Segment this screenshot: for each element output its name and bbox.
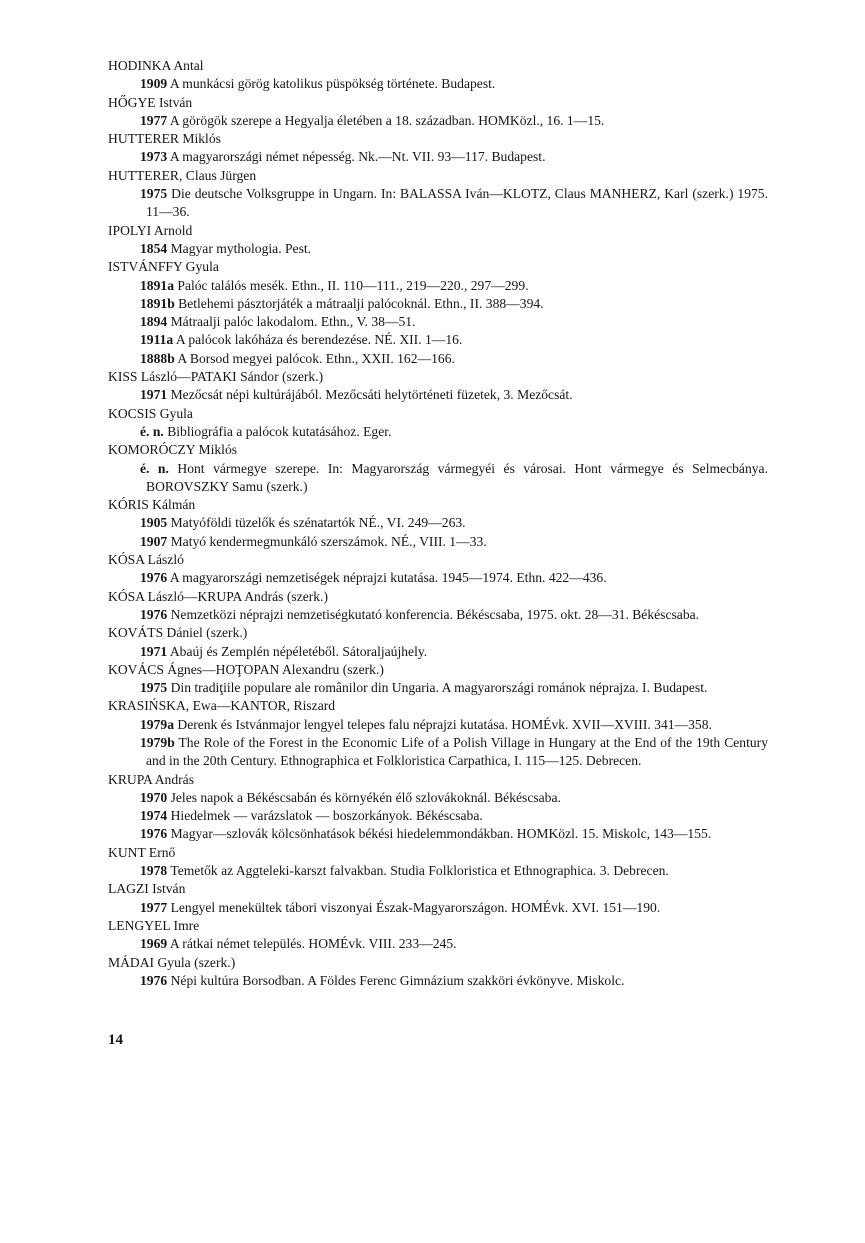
author-block: [108, 441, 768, 496]
entry-year: 1977: [140, 112, 168, 128]
bibliography-entry: [108, 514, 768, 532]
author-name: KOVÁCS Ágnes—HOŢOPAN Alexandru (szerk.): [108, 661, 384, 677]
entry-text: The Role of the Forest in the Economic Life of a Polish Village in Hungary at the End of the 19th Century and in the 20th Century. Ethnographica et Folkloristica Carpathica, I. 115—125. Debrecen.: [146, 734, 768, 769]
entry-year: 1976: [140, 570, 168, 586]
author-name: KOCSIS Gyula: [108, 405, 193, 421]
entry-year: 1976: [140, 972, 168, 988]
bibliography-entry: [108, 825, 768, 843]
author-block: [108, 405, 768, 442]
entry-year: 1970: [140, 789, 168, 805]
entry-year: 1969: [140, 936, 168, 952]
author-name: KÓSA László—KRUPA András (szerk.): [108, 588, 329, 604]
author-name: LENGYEL Imre: [108, 917, 200, 933]
bibliography-entry: [108, 423, 768, 441]
entry-year: é. n.: [140, 460, 169, 476]
bibliography-entry: [108, 972, 768, 990]
author-block: [108, 130, 768, 167]
entry-text: Die deutsche Volksgruppe in Ungarn. In: BALASSA Iván—KLOTZ, Claus MANHERZ, Karl (szerk.) 1975. 11—36.: [146, 186, 768, 220]
entry-text: Bibliográfia a palócok kutatásához. Eger.: [167, 423, 392, 439]
bibliography-entry: [108, 331, 768, 349]
author-name: HUTTERER, Claus Jürgen: [108, 167, 257, 183]
entry-text: A görögök szerepe a Hegyalja életében a 18. században. HOMKözl., 16. 1—15.: [169, 112, 605, 128]
author-block: [108, 661, 768, 698]
bibliography-entry: [108, 185, 768, 222]
entry-text: A palócok lakóháza és berendezése. NÉ. XII. 1—16.: [175, 332, 463, 348]
bibliography-entry: [108, 533, 768, 551]
entry-text: Derenk és Istvánmajor lengyel telepes falu néprajzi kutatása. HOMÉvk. XVII—XVIII. 341—358.: [177, 716, 712, 732]
entry-year: 1854: [140, 240, 168, 256]
author-name: KUNT Ernő: [108, 844, 176, 860]
author-block: [108, 880, 768, 917]
author-block: [108, 167, 768, 222]
entry-year: 1975: [140, 680, 168, 696]
entry-year: 1976: [140, 606, 168, 622]
entry-year: 1888b: [140, 350, 175, 366]
entry-text: Népi kultúra Borsodban. A Földes Ferenc Gimnázium szakköri évkönyve. Miskolc.: [170, 972, 625, 988]
bibliography-entry: [108, 569, 768, 587]
entry-year: 1909: [140, 76, 168, 92]
entry-text: Magyar—szlovák kölcsönhatások békési hiedelemmondákban. HOMKözl. 15. Miskolc, 143—155.: [170, 826, 712, 842]
entry-text: A magyarországi német népesség. Nk.—Nt. VII. 93—117. Budapest.: [169, 149, 546, 165]
entry-year: 1891b: [140, 295, 175, 311]
author-name: KÓSA László: [108, 552, 184, 568]
entry-year: 1894: [140, 314, 168, 330]
bibliography-entry: [108, 606, 768, 624]
entry-text: A rátkai német település. HOMÉvk. VIII. 233—245.: [169, 936, 457, 952]
bibliography-entry: [108, 148, 768, 166]
author-block: [108, 368, 768, 405]
entry-text: Mezőcsát népi kultúrájából. Mezőcsáti helytörténeti füzetek, 3. Mezőcsát.: [170, 387, 573, 403]
author-block: [108, 222, 768, 259]
entry-year: 1975: [140, 186, 168, 202]
entry-year: 1976: [140, 826, 168, 842]
author-name: KRASIŃSKA, Ewa—KANTOR, Riszard: [108, 698, 336, 714]
author-name: MÁDAI Gyula (szerk.): [108, 954, 236, 970]
entry-year: 1978: [140, 863, 168, 879]
author-name: KRUPA András: [108, 771, 194, 787]
bibliography-entry: [108, 899, 768, 917]
entry-text: Matyóföldi tüzelők és szénatartók NÉ., VI. 249—263.: [170, 515, 466, 531]
entry-year: 1907: [140, 533, 168, 549]
bibliography-entry: [108, 862, 768, 880]
author-block: [108, 697, 768, 770]
bibliography-entry: [108, 716, 768, 734]
entry-year: 1911a: [140, 332, 174, 348]
bibliography-entry: [108, 295, 768, 313]
entry-text: A munkácsi görög katolikus püspökség története. Budapest.: [169, 76, 496, 92]
page-number: 14: [108, 1032, 123, 1048]
entry-text: Hont vármegye szerepe. In: Magyarország vármegyéi és városai. Hont vármegye és Selmecbánya. BOROVSZKY Samu (szerk.): [146, 460, 768, 494]
author-block: [108, 496, 768, 551]
entry-text: Palóc találós mesék. Ethn., II. 110—111., 219—220., 297—299.: [177, 277, 529, 293]
author-block: [108, 551, 768, 588]
entry-year: 1891a: [140, 277, 174, 293]
entry-year: 1974: [140, 808, 168, 824]
bibliography-entry: [108, 277, 768, 295]
bibliography-entry: [108, 935, 768, 953]
author-name: ISTVÁNFFY Gyula: [108, 259, 219, 275]
author-block: [108, 624, 768, 661]
bibliography-entry: [108, 240, 768, 258]
author-block: [108, 57, 768, 94]
entry-year: 1905: [140, 515, 168, 531]
bibliography-entry: [108, 112, 768, 130]
entry-text: Matyó kendermegmunkáló szerszámok. NÉ., VIII. 1—33.: [170, 533, 487, 549]
author-block: [108, 94, 768, 131]
entry-text: Betlehemi pásztorjáték a mátraalji palócoknál. Ethn., II. 388—394.: [178, 295, 544, 311]
bibliography-list: [108, 57, 768, 990]
entry-text: Magyar mythologia. Pest.: [170, 240, 312, 256]
author-name: KOVÁTS Dániel (szerk.): [108, 625, 248, 641]
entry-year: é. n.: [140, 423, 164, 439]
bibliography-entry: [108, 460, 768, 497]
entry-year: 1973: [140, 149, 168, 165]
author-name: HODINKA Antal: [108, 58, 204, 73]
author-block: [108, 771, 768, 844]
entry-text: A magyarországi nemzetiségek néprajzi kutatása. 1945—1974. Ethn. 422—436.: [169, 570, 607, 586]
entry-text: Din tradiţiile populare ale românilor din Ungaria. A magyarországi románok néprajza. I. Budapest.: [170, 680, 708, 696]
author-name: HŐGYE István: [108, 94, 193, 110]
entry-text: Temetők az Aggteleki-karszt falvakban. Studia Folkloristica et Ethnographica. 3. Debrecen.: [170, 863, 669, 879]
entry-text: A Borsod megyei palócok. Ethn., XXII. 162—166.: [177, 350, 455, 366]
entry-year: 1979a: [140, 716, 174, 732]
bibliography-entry: [108, 789, 768, 807]
entry-year: 1971: [140, 387, 168, 403]
bibliography-entry: [108, 350, 768, 368]
bibliography-entry: [108, 313, 768, 331]
entry-text: Jeles napok a Békéscsabán és környékén élő szlovákoknál. Békéscsaba.: [170, 789, 561, 805]
bibliography-entry: [108, 734, 768, 771]
author-block: [108, 844, 768, 881]
entry-text: Abaúj és Zemplén népéletéből. Sátoraljaújhely.: [169, 643, 428, 659]
author-name: KISS László—PATAKI Sándor (szerk.): [108, 369, 324, 385]
author-block: [108, 954, 768, 991]
bibliography-entry: [108, 75, 768, 93]
author-name: LAGZI István: [108, 881, 186, 897]
entry-year: 1979b: [140, 734, 175, 750]
entry-text: Mátraalji palóc lakodalom. Ethn., V. 38—51.: [170, 314, 416, 330]
author-block: [108, 258, 768, 368]
entry-year: 1971: [140, 643, 168, 659]
entry-text: Nemzetközi néprajzi nemzetiségkutató konferencia. Békéscsaba, 1975. okt. 28—31. Békéscsaba.: [170, 606, 700, 622]
entry-year: 1977: [140, 899, 168, 915]
bibliography-entry: [108, 679, 768, 697]
author-block: [108, 917, 768, 954]
author-name: HUTTERER Miklós: [108, 131, 221, 147]
bibliography-entry: [108, 386, 768, 404]
entry-text: Hiedelmek — varázslatok — boszorkányok. Békéscsaba.: [170, 808, 483, 824]
author-name: IPOLYI Arnold: [108, 222, 193, 238]
author-name: KOMORÓCZY Miklós: [108, 442, 238, 458]
bibliography-entry: [108, 643, 768, 661]
author-name: KÓRIS Kálmán: [108, 497, 196, 513]
bibliography-entry: [108, 807, 768, 825]
author-block: [108, 588, 768, 625]
entry-text: Lengyel menekültek tábori viszonyai Észak-Magyarországon. HOMÉvk. XVI. 151—190.: [170, 899, 661, 915]
